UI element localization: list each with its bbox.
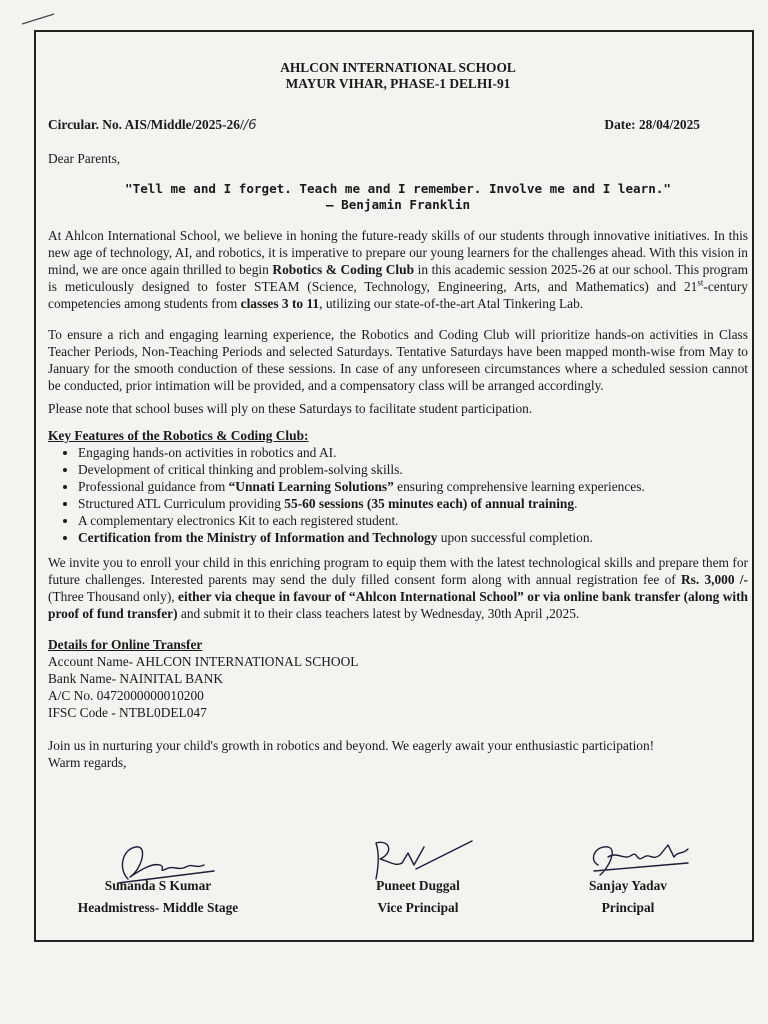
- list-item: • Structured ATL Curriculum providing 55-60 sessions (35 minutes each) of annual training.: [78, 495, 748, 512]
- account-name: Account Name- AHLCON INTERNATIONAL SCHOOL: [48, 654, 359, 669]
- ifsc-code: IFSC Code - NTBL0DEL047: [48, 705, 207, 720]
- school-name: AHLCON INTERNATIONAL SCHOOL: [280, 60, 516, 75]
- paragraph-buses: Please note that school buses will ply on these Saturdays to facilitate student participation.: [48, 401, 533, 416]
- list-item: • Certification from the Ministry of Information and Technology upon successful completion.: [78, 529, 748, 546]
- features-title: Key Features of the Robotics & Coding Club:: [48, 428, 309, 443]
- circular-number: Circular. No. AIS/Middle/2025-26//6: [48, 117, 257, 133]
- quote-text: "Tell me and I forget. Teach me and I remember. Involve me and I learn.": [125, 181, 671, 196]
- signatory-headmistress: [58, 875, 258, 919]
- paragraph-enroll: We invite you to enroll your child in this enriching program to equip them with the latest technological skills and prepare them for future challenges. Interested parents may send the duly filled consent form along with annual registration fee of Rs. 3,000 /- (Three Thousand only), either via cheque in favour of “Ahlcon International School” or via online bank transfer (along with proof of fund transfer) and submit it to their class teachers latest by Wednesday, 30th April ,2025.: [48, 555, 749, 621]
- account-number: A/C No. 0472000000010200: [48, 688, 204, 703]
- signatory-title: Headmistress- Middle Stage: [77, 900, 239, 915]
- circular-date: Date: 28/04/2025: [604, 117, 700, 132]
- list-item: • Professional guidance from “Unnati Learning Solutions” ensuring comprehensive learning experiences.: [78, 478, 748, 495]
- quote-block: [48, 181, 748, 213]
- signatory-title: Vice Principal: [377, 900, 459, 915]
- transfer-title: Details for Online Transfer: [48, 637, 203, 652]
- list-item: • A complementary electronics Kit to each registered student.: [78, 512, 748, 529]
- closing-text: Join us in nurturing your child's growth in robotics and beyond. We eagerly await your enthusiastic participation!: [48, 738, 655, 753]
- signatory-name: Sunanda S Kumar: [104, 878, 212, 893]
- bank-name: Bank Name- NAINITAL BANK: [48, 671, 224, 686]
- list-item: • Development of critical thinking and problem-solving skills.: [78, 461, 748, 478]
- signatory-name: Puneet Duggal: [376, 878, 460, 893]
- transfer-details: [48, 636, 748, 721]
- greeting: Dear Parents,: [48, 151, 121, 166]
- handwritten-number: /6: [243, 118, 257, 133]
- circular-row: [48, 116, 748, 134]
- school-address: MAYUR VIHAR, PHASE-1 DELHI-91: [285, 76, 511, 91]
- signatory-principal: [558, 875, 698, 919]
- paragraph-schedule: To ensure a rich and engaging learning experience, the Robotics and Coding Club will prioritize hands-on activities in Class Teacher Periods, Non-Teaching Periods and selected Saturdays. Tentative Saturdays have been mapped month-wise from May to January for the smooth conduction of these sessions. In case of any unforeseen circumstances where a scheduled session cannot be conducted, prior intimation will be provided, and a compensatory class will be arranged accordingly.: [48, 327, 748, 393]
- signature-area: [48, 845, 748, 925]
- letterhead: [48, 60, 748, 92]
- pen-mark: [20, 12, 56, 26]
- list-item: • Engaging hands-on activities in robotics and AI.: [78, 444, 748, 461]
- features-list: [48, 444, 748, 546]
- signatory-vice-principal: [348, 875, 488, 919]
- quote-author: — Benjamin Franklin: [325, 197, 471, 212]
- paragraph-intro: At Ahlcon International School, we believe in honing the future-ready skills of our students through innovative initiatives. In this new age of technology, AI, and robotics, it is imperative to prepare our young learners for the challenges ahead. With this vision in mind, we are once again thrilled to begin Robotics & Coding Club in this academic session 2025-26 at our school. This program is meticulously designed to foster STEAM (Science, Technology, Engineering, Arts, and Mathematics) and 21st-century competencies among students from classes 3 to 11, utilizing our state-of-the-art Atal Tinkering Lab.: [48, 228, 748, 311]
- circular-document: [48, 60, 748, 771]
- signatory-title: Principal: [601, 900, 655, 915]
- regards: Warm regards,: [48, 755, 127, 770]
- signatory-name: Sanjay Yadav: [588, 878, 667, 893]
